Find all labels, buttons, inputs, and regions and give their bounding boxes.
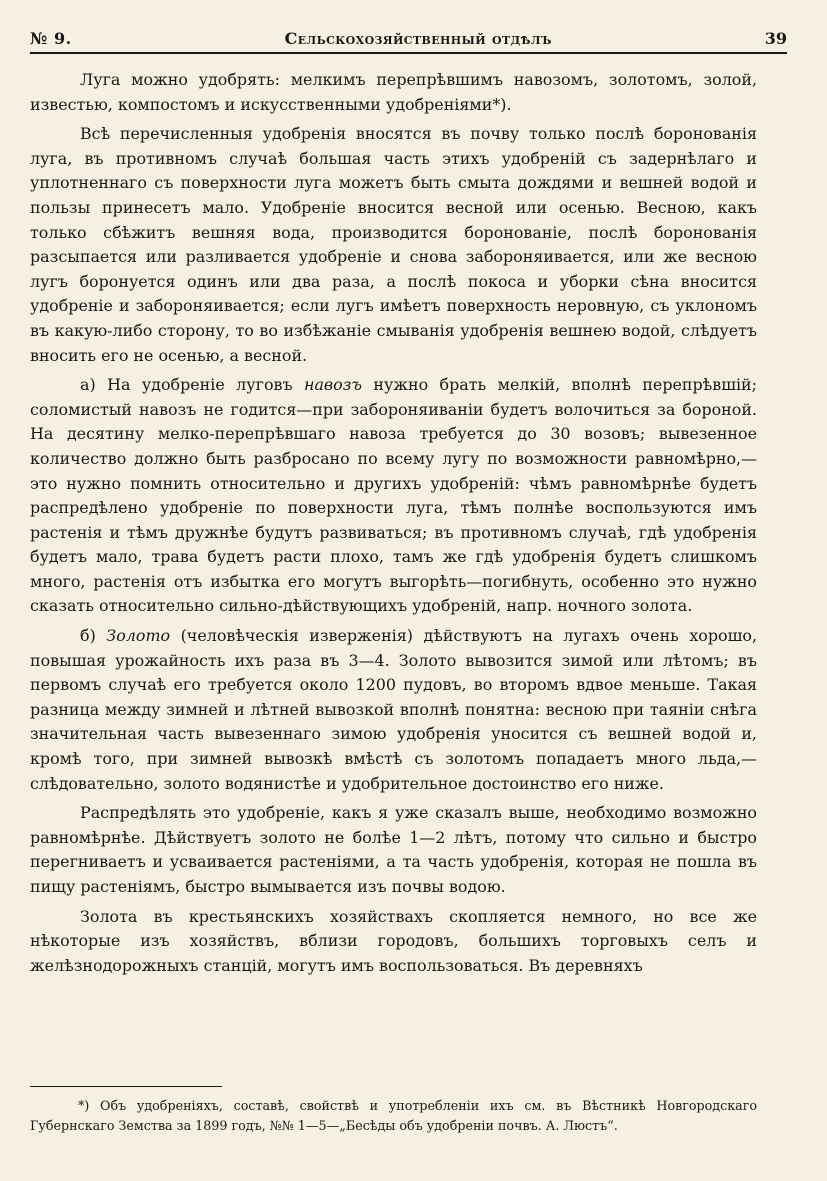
paragraph xyxy=(30,373,757,619)
paragraph-text: Всѣ перечисленныя удобренія вносятся въ почву только послѣ боронованія луга, въ противномъ случаѣ большая часть этихъ удобреній съ задернѣлаго и уплотненнаго съ поверхности луга можетъ быть смыта дождями и вешней водой и пользы принесетъ мало. Удобреніе вносится весной или осенью. Весною, какъ только сбѣжитъ вешняя вода, производится боронованіе, послѣ боронованія разсыпается или разливается удобреніе и снова забороняивается, или же весною лугъ боронуется одинъ или два раза, а послѣ покоса и уборки сѣна вносится удобреніе и забороняивается; если лугъ имѣетъ поверхность неровную, съ уклономъ въ какую-либо сторону, то во избѣжаніе смыванія удобренія вешнею водой, слѣдуетъ вносить его не осенью, а весной. xyxy=(30,124,757,365)
paragraph xyxy=(30,905,757,979)
paragraph xyxy=(30,801,757,899)
paragraph xyxy=(30,624,757,796)
paragraph xyxy=(30,122,757,368)
body-text xyxy=(30,68,757,983)
emphasis-term: Золото xyxy=(106,626,171,646)
paragraph-text: нужно брать мелкій, вполнѣ перепрѣвшій; соломистый навозъ не годится—при забороняиваніи будетъ волочиться за бороной. На десятину мелко-перепрѣвшаго навоза требуется до 30 возовъ; вывезенное количество должно быть разбросано по всему лугу по возможности равномѣрно,—это нужно помнить относительно и другихъ удобреній: чѣмъ равномѣрнѣе будетъ распредѣлено удобреніе по поверхности луга, тѣмъ полнѣе воспользуются имъ растенія и тѣмъ дружнѣе будутъ развиваться; въ противномъ случаѣ, гдѣ удобренія будетъ мало, трава будетъ расти плохо, тамъ же гдѣ удобренія будетъ слишкомъ много, растенія отъ избытка его могутъ выгорѣть—погибнуть, особенно это нужно сказать относительно сильно-дѣйствующихъ удобреній, напр. ночного золота. xyxy=(30,375,757,616)
paragraph xyxy=(30,68,757,117)
paragraph-text: Луга можно удобрять: мелкимъ перепрѣвшимъ навозомъ, золотомъ, золой, известью, компостомъ и искусственными удобреніями*). xyxy=(30,70,757,114)
header-rule xyxy=(30,52,787,54)
footnote-rule xyxy=(30,1086,222,1087)
paragraph-text: а) На удобреніе луговъ xyxy=(80,375,304,395)
paragraph-text: (человѣческія изверженія) дѣйствуютъ на лугахъ очень хорошо, повышая урожайность ихъ раза въ 3—4. Золото вывозится зимой или лѣтомъ; въ первомъ случаѣ его требуется около 1200 пудовъ, во второмъ вдвое меньше. Такая разница между зимней и лѣтней вывозкой вполнѣ понятна: весною при таяніи снѣга значительная часть вывезеннаго зимою удобренія уносится съ вешней водой и, кромѣ того, при зимней вывозкѣ вмѣстѣ съ золотомъ попадаетъ много льда,—слѣдовательно, золото водянистѣе и удобрительное достоинство его ниже. xyxy=(30,626,757,793)
section-title: Сельскохозяйственный отдѣлъ xyxy=(284,28,552,48)
paragraph-text: б) xyxy=(80,626,107,646)
paragraph-text: Распредѣлять это удобреніе, какъ я уже сказалъ выше, необходимо возможно равномѣрнѣе. Дѣйствуетъ золото не болѣе 1—2 лѣтъ, потому что сильно и быстро перегниваетъ и усваивается растеніями, а та часть удобренія, которая не пошла въ пищу растеніямъ, быстро вымывается изъ почвы водою. xyxy=(30,803,757,896)
footnote: *) Объ удобреніяхъ, составѣ, свойствѣ и употребленіи ихъ см. въ Вѣстникѣ Новгородскаго Губернскаго Земства за 1899 годъ, №№ 1—5—„Бесѣды объ удобреніи почвъ. А. Люстъ“. xyxy=(30,1098,757,1133)
page-header xyxy=(30,24,787,52)
emphasis-term: навозъ xyxy=(303,375,362,395)
paragraph-text: Золота въ крестьянскихъ хозяйствахъ скопляется немного, но все же нѣкоторые изъ хозяйствъ, вблизи городовъ, большихъ торговыхъ селъ и желѣзнодорожныхъ станцій, могутъ имъ воспользоваться. Въ деревняхъ xyxy=(30,906,757,975)
page-number: 39 xyxy=(764,28,787,48)
issue-number: № 9. xyxy=(30,28,72,48)
